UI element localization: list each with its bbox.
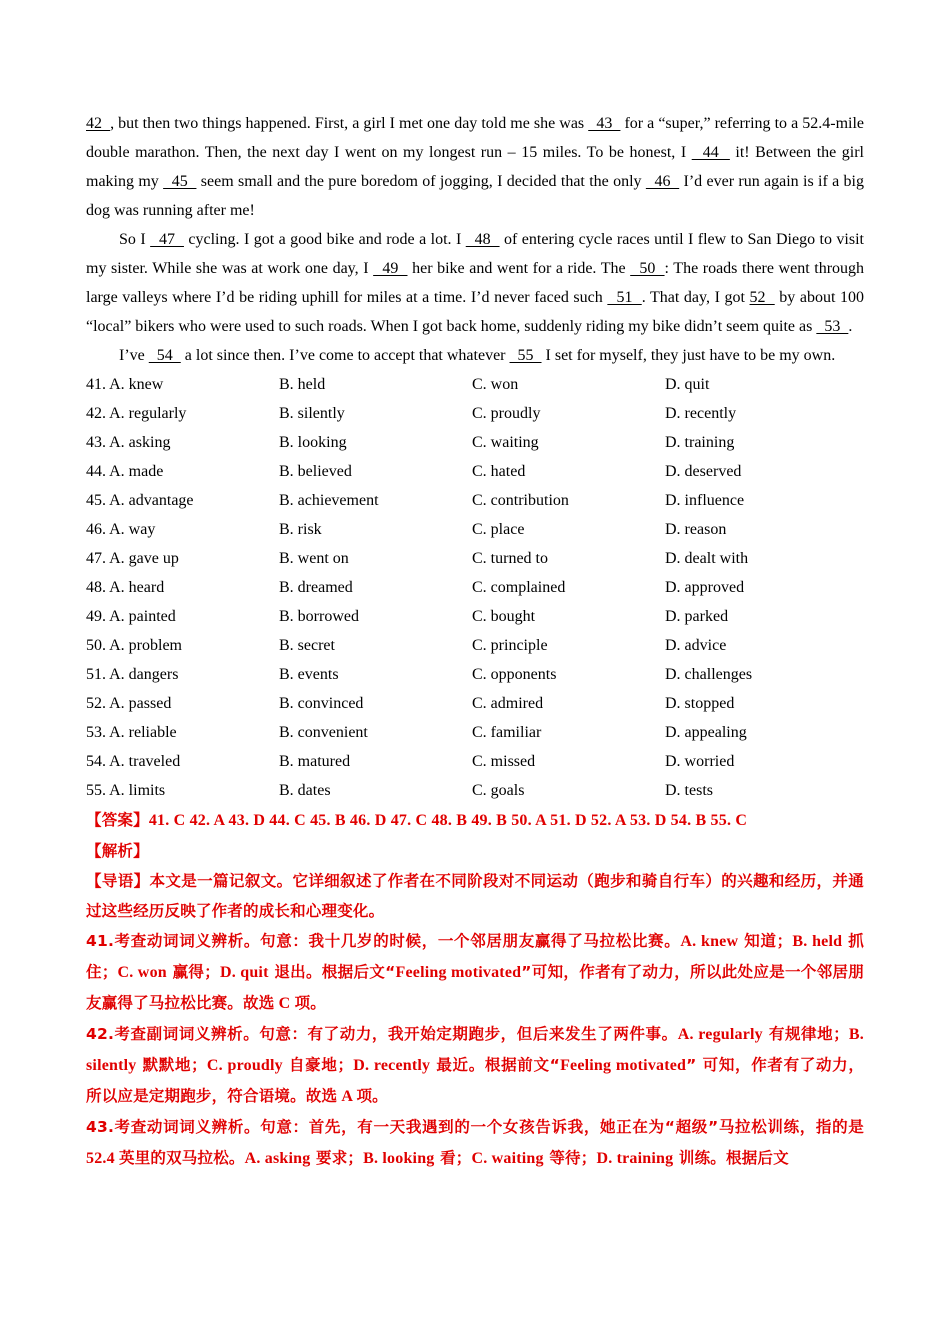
option-row bbox=[86, 776, 864, 805]
option-a: 51. A. dangers bbox=[86, 666, 179, 683]
option-d: D. stopped bbox=[665, 695, 735, 712]
option-a: 43. A. asking bbox=[86, 434, 171, 451]
analysis-heading: 【解析】 bbox=[86, 842, 149, 860]
option-d: D. advice bbox=[665, 637, 727, 654]
option-c: C. admired bbox=[472, 695, 544, 712]
option-c: C. complained bbox=[472, 579, 566, 596]
option-d: D. challenges bbox=[665, 666, 753, 683]
blank-52: 52 bbox=[749, 289, 775, 306]
guide-paragraph: 【导语】本文是一篇记叙文。它详细叙述了作者在不同阶段对不同运动（跑步和骑自行车）的兴趣和经历，并通过这些经历反映了作者的成长和心理变化。 bbox=[86, 872, 864, 920]
blank-43: 43 bbox=[588, 115, 621, 132]
option-row bbox=[86, 544, 864, 573]
option-a: 46. A. way bbox=[86, 521, 156, 538]
option-row bbox=[86, 428, 864, 457]
option-b: B. dates bbox=[279, 782, 331, 799]
option-b: B. matured bbox=[279, 753, 351, 770]
option-a: 54. A. traveled bbox=[86, 753, 181, 770]
option-row bbox=[86, 631, 864, 660]
option-b: B. borrowed bbox=[279, 608, 359, 625]
option-d: D. worried bbox=[665, 753, 735, 770]
explanation-41: 41.考查动词词义辨析。句意：我十几岁的时候，一个邻居朋友赢得了马拉松比赛。A. knew 知道；B. held 抓住；C. won 赢得；D. quit 退出。根据后文“Feeling motivated”可知，作者有了动力，所以此处应是一个邻居朋友赢得了马拉松比赛。故选 C 项。 bbox=[86, 932, 864, 1012]
blank-49: 49 bbox=[373, 260, 408, 277]
blank-46: 46 bbox=[645, 173, 680, 190]
passage-paragraph-1: 42 , but then two things happened. First, a girl I met one day told me she was 43 for a “super,” referring to a 52.4-mile double marathon. Then, the next day I went on my longest run – 15 miles. To be honest, I 44 it! Between the girl making my 45 seem small and the pure boredom of jogging, I decided that the only 46 I’d ever run again is if a big dog was running after me! bbox=[86, 115, 865, 219]
blank-54: 54 bbox=[148, 347, 181, 364]
passage-paragraph-3: I’ve 54 a lot since then. I’ve come to accept that whatever 55 I set for myself, they just have to be my own. bbox=[119, 347, 836, 364]
option-d: D. approved bbox=[665, 579, 745, 596]
option-d: D. deserved bbox=[665, 463, 742, 480]
option-d: D. influence bbox=[665, 492, 745, 509]
option-a: 52. A. passed bbox=[86, 695, 172, 712]
option-d: D. appealing bbox=[665, 724, 747, 741]
option-c: C. bought bbox=[472, 608, 536, 625]
option-a: 49. A. painted bbox=[86, 608, 176, 625]
option-a: 53. A. reliable bbox=[86, 724, 177, 741]
option-d: D. training bbox=[665, 434, 735, 451]
option-row bbox=[86, 370, 864, 399]
option-d: D. tests bbox=[665, 782, 713, 799]
option-b: B. looking bbox=[279, 434, 347, 451]
option-row bbox=[86, 747, 864, 776]
option-d: D. parked bbox=[665, 608, 729, 625]
option-a: 47. A. gave up bbox=[86, 550, 179, 567]
option-c: C. hated bbox=[472, 463, 526, 480]
blank-48: 48 bbox=[465, 231, 500, 248]
option-row bbox=[86, 718, 864, 747]
option-b: B. risk bbox=[279, 521, 322, 538]
option-c: C. contribution bbox=[472, 492, 569, 509]
option-c: C. missed bbox=[472, 753, 536, 770]
option-d: D. recently bbox=[665, 405, 737, 422]
option-row bbox=[86, 602, 864, 631]
option-d: D. dealt with bbox=[665, 550, 749, 567]
option-row bbox=[86, 515, 864, 544]
option-row bbox=[86, 660, 864, 689]
option-c: C. won bbox=[472, 376, 519, 393]
option-c: C. principle bbox=[472, 637, 548, 654]
passage-paragraph-2: So I 47 cycling. I got a good bike and rode a lot. I 48 of entering cycle races until I flew to San Diego to visit my sister. While she was at work one day, I 49 her bike and went for a ride. The 50 : The roads there went through large valleys where I’d be riding uphill for miles at a time. I’d never faced such 51 . That day, I got 52 by about 100 “local” bikers who were used to such roads. When I got back home, suddenly riding my bike didn’t seem quite as 53 . bbox=[86, 231, 865, 335]
option-c: C. goals bbox=[472, 782, 525, 799]
option-c: C. familiar bbox=[472, 724, 542, 741]
option-b: B. convenient bbox=[279, 724, 368, 741]
option-a: 41. A. knew bbox=[86, 376, 164, 393]
option-row bbox=[86, 399, 864, 428]
option-d: D. quit bbox=[665, 376, 710, 393]
blank-45: 45 bbox=[163, 173, 197, 190]
option-a: 44. A. made bbox=[86, 463, 164, 480]
option-c: C. place bbox=[472, 521, 525, 538]
answer-key: 【答案】41. C 42. A 43. D 44. C 45. B 46. D 47. C 48. B 49. B 50. A 51. D 52. A 53. D 54. B 55. C bbox=[86, 811, 748, 829]
option-c: C. opponents bbox=[472, 666, 557, 683]
option-b: B. achievement bbox=[279, 492, 379, 509]
explanation-42: 42.考查副词词义辨析。句意：有了动力，我开始定期跑步，但后来发生了两件事。A. regularly 有规律地；B. silently 默默地；C. proudly 自豪地；D. recently 最近。根据前文“Feeling motivated” 可知，作者有了动力，所以应是定期跑步，符合语境。故选 A 项。 bbox=[86, 1025, 865, 1105]
option-row bbox=[86, 689, 864, 718]
option-a: 45. A. advantage bbox=[86, 492, 194, 509]
blank-42: 42 bbox=[86, 115, 111, 132]
option-a: 50. A. problem bbox=[86, 637, 182, 654]
option-c: C. turned to bbox=[472, 550, 548, 567]
option-c: C. proudly bbox=[472, 405, 541, 422]
document-page bbox=[86, 109, 864, 1174]
option-a: 55. A. limits bbox=[86, 782, 166, 799]
option-a: 48. A. heard bbox=[86, 579, 165, 596]
option-row bbox=[86, 457, 864, 486]
option-row bbox=[86, 486, 864, 515]
blank-50: 50 bbox=[630, 260, 665, 277]
option-a: 42. A. regularly bbox=[86, 405, 187, 422]
option-b: B. events bbox=[279, 666, 339, 683]
explanation-43: 43.考查动词词义辨析。句意：首先，有一天我遇到的一个女孩告诉我，她正在为“超级”马拉松训练，指的是 52.4 英里的双马拉松。A. asking 要求；B. looking 看；C. waiting 等待；D. training 训练。根据后文 bbox=[86, 1118, 864, 1167]
option-b: B. held bbox=[279, 376, 326, 393]
option-b: B. believed bbox=[279, 463, 352, 480]
option-b: B. dreamed bbox=[279, 579, 353, 596]
option-row bbox=[86, 573, 864, 602]
option-b: B. went on bbox=[279, 550, 349, 567]
option-b: B. secret bbox=[279, 637, 335, 654]
blank-53: 53 bbox=[816, 318, 849, 335]
options-list bbox=[86, 370, 864, 805]
option-c: C. waiting bbox=[472, 434, 539, 451]
blank-44: 44 bbox=[691, 144, 730, 161]
blank-47: 47 bbox=[150, 231, 184, 248]
option-b: B. silently bbox=[279, 405, 345, 422]
option-d: D. reason bbox=[665, 521, 727, 538]
blank-55: 55 bbox=[509, 347, 542, 364]
option-b: B. convinced bbox=[279, 695, 364, 712]
blank-51: 51 bbox=[607, 289, 642, 306]
